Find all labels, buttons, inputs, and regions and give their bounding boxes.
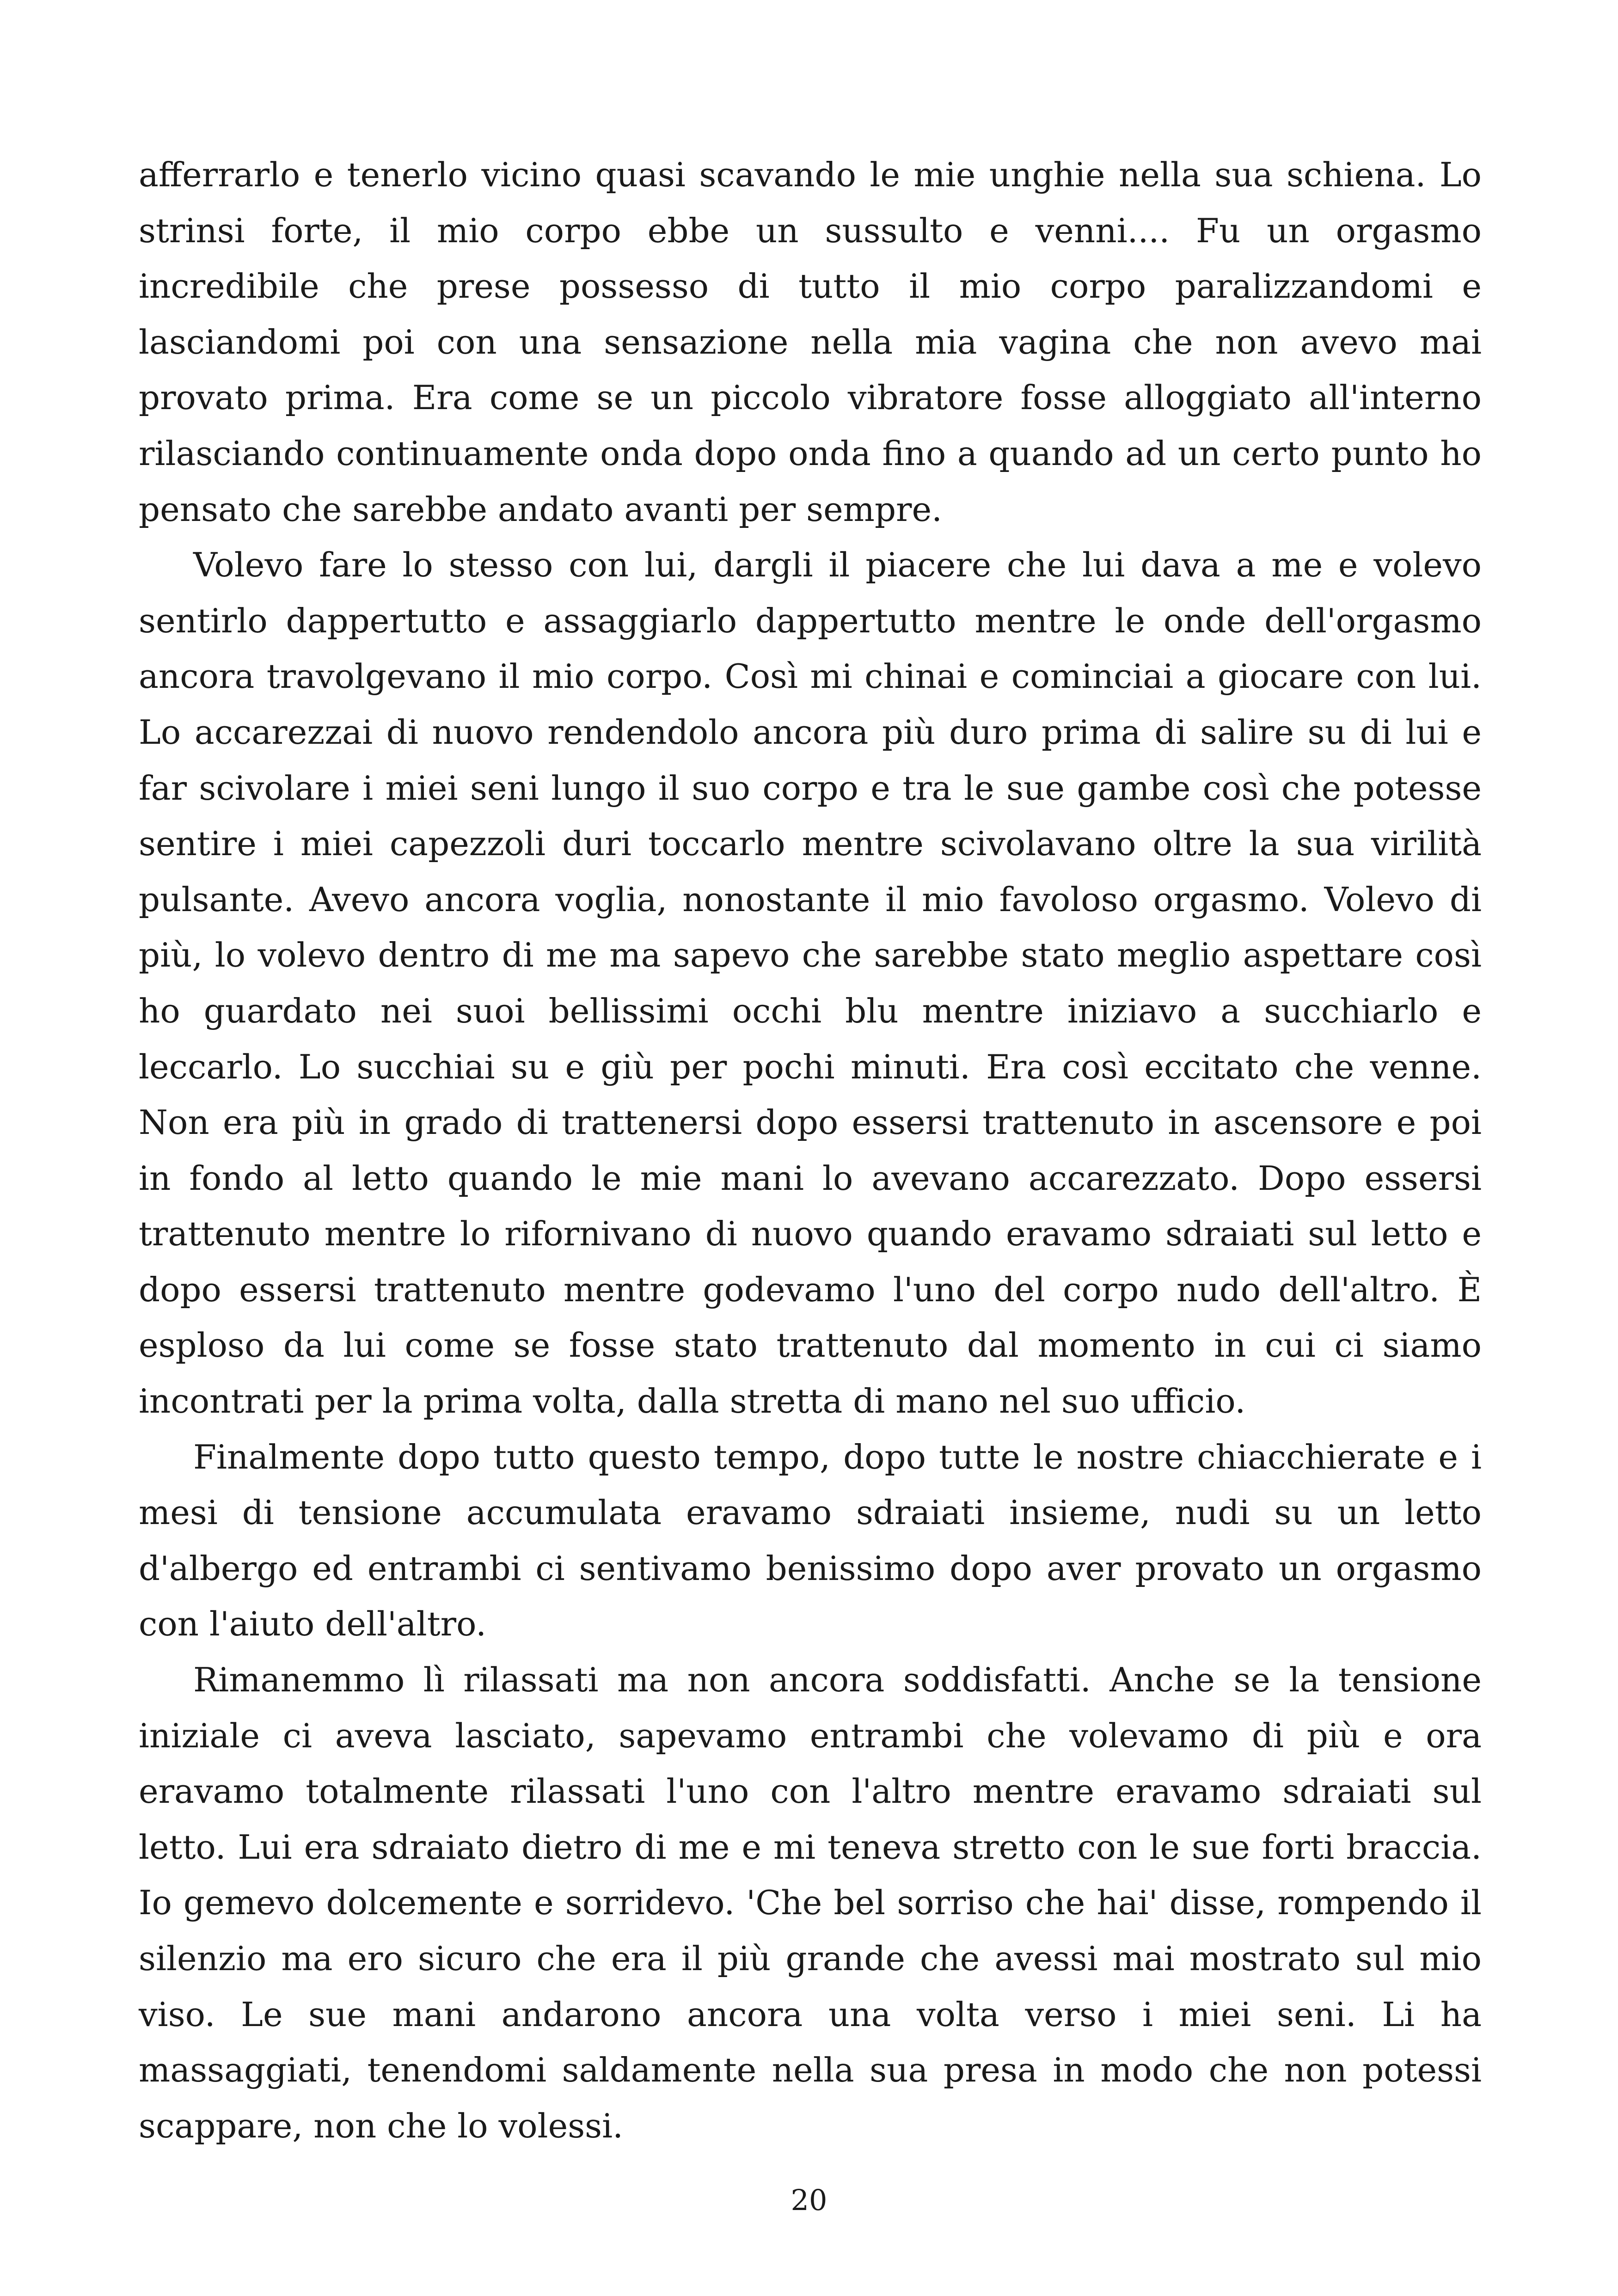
paragraph-4: Rimanemmo lì rilassati ma non ancora soddisfatti. Anche se la tensione iniziale ci aveva lasciato, sapevamo entrambi che volevamo di più e ora eravamo totalmente rilassati l'uno con l'altro mentre eravamo sdraiati sul letto. Lui era sdraiato dietro di me e mi teneva stretto con le sue forti braccia. Io gemevo dolcemente e sorridevo. 'Che bel sorriso che hai' disse, rompendo il silenzio ma ero sicuro che era il più grande che avessi mai mostrato sul mio viso. Le sue mani andarono ancora una volta verso i miei seni. Li ha massaggiati, tenendomi saldamente nella sua presa in modo che non potessi scappare, non che lo volessi.: [139, 1660, 1482, 2145]
paragraph-1: afferrarlo e tenerlo vicino quasi scavando le mie unghie nella sua schiena. Lo strinsi forte, il mio corpo ebbe un sussulto e venni.... Fu un orgasmo incredibile che prese possesso di tutto il mio corpo paralizzandomi e lasciandomi poi con una sensazione nella mia vagina che non avevo mai provato prima. Era come se un piccolo vibratore fosse alloggiato all'interno rilasciando continuamente onda dopo onda fino a quando ad un certo punto ho pensato che sarebbe andato avanti per sempre.: [139, 155, 1482, 529]
body-text: [139, 147, 1482, 2154]
paragraph-3: Finalmente dopo tutto questo tempo, dopo tutte le nostre chiacchierate e i mesi di tensione accumulata eravamo sdraiati insieme, nudi su un letto d'albergo ed entrambi ci sentivamo benissimo dopo aver provato un orgasmo con l'aiuto dell'altro.: [139, 1437, 1482, 1644]
page-number: 20: [791, 2183, 827, 2217]
paragraph-2: Volevo fare lo stesso con lui, dargli il piacere che lui dava a me e volevo sentirlo dappertutto e assaggiarlo dappertutto mentre le onde dell'orgasmo ancora travolgevano il mio corpo. Così mi chinai e cominciai a giocare con lui. Lo accarezzai di nuovo rendendolo ancora più duro prima di salire su di lui e far scivolare i miei seni lungo il suo corpo e tra le sue gambe così che potesse sentire i miei capezzoli duri toccarlo mentre scivolavano oltre la sua virilità pulsante. Avevo ancora voglia, nonostante il mio favoloso orgasmo. Volevo di più, lo volevo dentro di me ma sapevo che sarebbe stato meglio aspettare così ho guardato nei suoi bellissimi occhi blu mentre iniziavo a succhiarlo e leccarlo. Lo succhiai su e giù per pochi minuti. Era così eccitato che venne. Non era più in grado di trattenersi dopo essersi trattenuto in ascensore e poi in fondo al letto quando le mie mani lo avevano accarezzato. Dopo essersi trattenuto mentre lo rifornivano di nuovo quando eravamo sdraiati sul letto e dopo essersi trattenuto mentre godevamo l'uno del corpo nudo dell'altro. È esploso da lui come se fosse stato trattenuto dal momento in cui ci siamo incontrati per la prima volta, dalla stretta di mano nel suo ufficio.: [139, 545, 1482, 1421]
